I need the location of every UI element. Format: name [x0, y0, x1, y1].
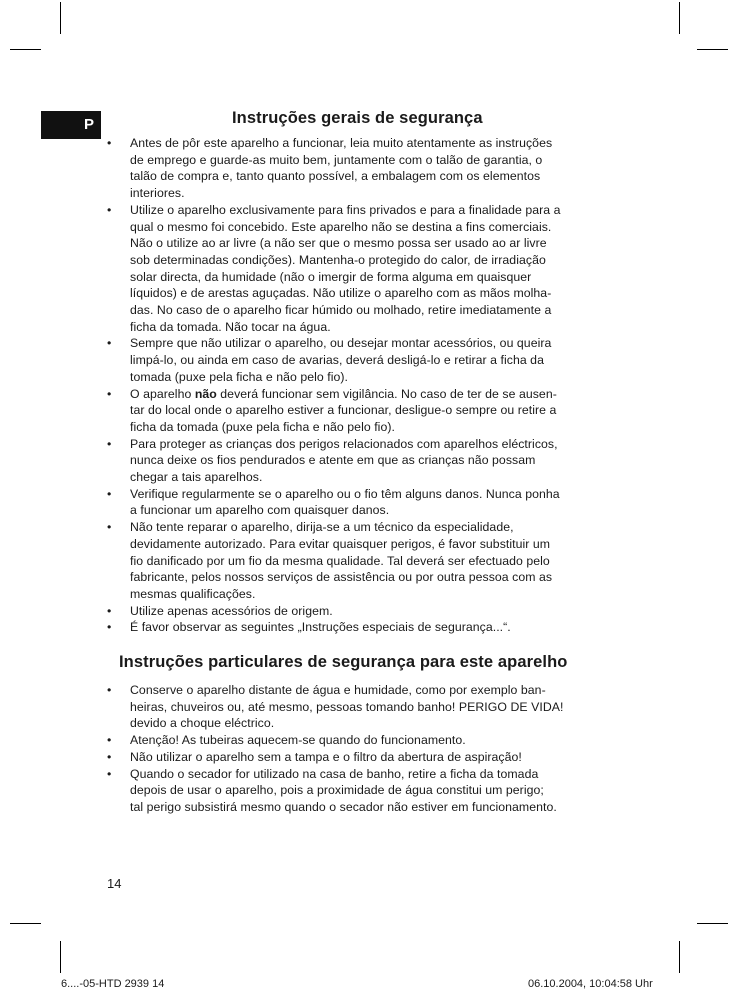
list-item-line: O aparelho não deverá funcionar sem vigilância. No caso de ter de se ausen-	[130, 386, 557, 401]
list-item-line: heiras, chuveiros ou, até mesmo, pessoas tomando banho! PERIGO DE VIDA!	[130, 699, 564, 714]
bullet-icon: •	[107, 202, 112, 217]
list-item-line: talão de compra e, tanto quanto possível, a embalagem com os elementos	[130, 169, 541, 184]
list-item-line: tal perigo subsistirá mesmo quando o secador não estiver em funcionamento.	[130, 799, 557, 814]
list-item-line: ficha da tomada (puxe pela ficha e não pelo fio).	[130, 419, 395, 434]
list-item-line: Quando o secador for utilizado na casa de banho, retire a ficha da tomada	[130, 766, 539, 781]
crop-mark	[60, 2, 61, 34]
list-item-line: Não tente reparar o aparelho, dirija-se a um técnico da especialidade,	[130, 520, 514, 535]
crop-mark	[697, 923, 728, 924]
bullet-icon: •	[107, 436, 112, 451]
list-item-line: líquidos) e de arestas aguçadas. Não utilize o aparelho com as mãos molha-	[130, 286, 552, 301]
bullet-icon: •	[107, 386, 112, 401]
list-item	[0, 766, 739, 816]
list-item-line: limpá-lo, ou ainda em caso de avarias, deverá desligá-lo e retirar a ficha da	[130, 353, 544, 368]
list-item-line: chegar a tais aparelhos.	[130, 470, 263, 485]
list-item-line: ficha da tomada. Não tocar na água.	[130, 319, 331, 334]
list-item	[0, 436, 739, 486]
bullet-icon: •	[107, 766, 112, 781]
list-item-line: Para proteger as crianças dos perigos relacionados com aparelhos eléctricos,	[130, 436, 558, 451]
list-item-line: das. No caso de o aparelho ficar húmido ou molhado, retire imediatamente a	[130, 303, 552, 318]
list-item-line: sob determinadas condições). Mantenha-o protegido do calor, de irradiação	[130, 252, 546, 267]
list-item-line: mesmas qualificações.	[130, 586, 256, 601]
list-item-line: Antes de pôr este aparelho a funcionar, leia muito atentamente as instruções	[130, 136, 553, 150]
bullet-icon: •	[107, 603, 112, 618]
list-item-line: Utilize apenas acessórios de origem.	[130, 603, 333, 618]
list-item	[0, 386, 739, 436]
language-tab: P	[41, 111, 101, 139]
list-item	[0, 732, 739, 749]
footer-file-info: 6....-05-HTD 2939 14	[61, 978, 165, 990]
list-item	[0, 603, 739, 620]
list-item-line: interiores.	[130, 186, 185, 201]
specific-safety-list	[0, 682, 739, 816]
list-item-line: tomada (puxe pela ficha e não pelo fio).	[130, 369, 349, 384]
list-item-line: Verifique regularmente se o aparelho ou o fio têm alguns danos. Nunca ponha	[130, 486, 560, 501]
list-item-line: a funcionar um aparelho com quaisquer danos.	[130, 503, 390, 518]
bullet-icon: •	[107, 486, 112, 501]
list-item-line: Não o utilize ao ar livre (a não ser que o mesmo possa ser usado ao ar livre	[130, 236, 547, 251]
crop-mark	[10, 49, 41, 50]
list-item-line: Atenção! As tubeiras aquecem-se quando do funcionamento.	[130, 733, 466, 748]
bullet-icon: •	[107, 136, 112, 150]
page-number: 14	[107, 876, 122, 891]
list-item	[0, 749, 739, 766]
list-item	[0, 486, 739, 519]
list-item-line: fio danificado por um fio da mesma qualidade. Tal deverá ser efectuado pelo	[130, 553, 550, 568]
list-item-line: Sempre que não utilizar o aparelho, ou desejar montar acessórios, ou queira	[130, 336, 552, 351]
list-item	[0, 202, 739, 336]
list-item	[0, 335, 739, 385]
crop-mark	[10, 923, 41, 924]
bullet-icon: •	[107, 620, 112, 635]
section-heading-specific-safety: Instruções particulares de segurança para este aparelho	[119, 653, 568, 671]
list-item-line: solar directa, da humidade (não o imergir de forma alguma em quaisquer	[130, 269, 532, 284]
section-heading-general-safety: Instruções gerais de segurança	[232, 109, 483, 127]
crop-mark	[697, 49, 728, 50]
list-item	[0, 619, 739, 636]
list-item-line: Conserve o aparelho distante de água e humidade, como por exemplo ban-	[130, 683, 546, 697]
list-item	[0, 135, 739, 202]
crop-mark	[60, 941, 61, 973]
list-item	[0, 682, 739, 732]
bullet-icon: •	[107, 520, 112, 535]
list-item-line: de emprego e guarde-as muito bem, juntamente com o talão de garantia, o	[130, 152, 543, 167]
list-item-line: Não utilizar o aparelho sem a tampa e o filtro da abertura de aspiração!	[130, 749, 522, 764]
list-item-line: tar do local onde o aparelho estiver a funcionar, desligue-o sempre ou retire a	[130, 403, 557, 418]
list-item-line: É favor observar as seguintes „Instruções especiais de segurança...“.	[130, 620, 511, 635]
crop-mark	[679, 2, 680, 34]
list-item-line: depois de usar o aparelho, pois a proximidade de água constitui um perigo;	[130, 783, 544, 798]
list-item-line: qual o mesmo foi concebido. Este aparelho não se destina a fins comerciais.	[130, 219, 552, 234]
list-item-line: devido a choque eléctrico.	[130, 716, 275, 731]
emphasis-text: não	[194, 386, 217, 401]
list-item-line: devidamente autorizado. Para evitar quaisquer perigos, é favor substituir um	[130, 536, 551, 551]
list-item	[0, 519, 739, 603]
bullet-icon: •	[107, 733, 112, 748]
bullet-icon: •	[107, 683, 112, 697]
crop-mark	[679, 941, 680, 973]
footer-timestamp: 06.10.2004, 10:04:58 Uhr	[528, 978, 653, 990]
list-item-line: nunca deixe os fios pendurados e atente em que as crianças não possam	[130, 453, 536, 468]
bullet-icon: •	[107, 749, 112, 764]
list-item-line: Utilize o aparelho exclusivamente para fins privados e para a finalidade para a	[130, 202, 561, 217]
bullet-icon: •	[107, 336, 112, 351]
list-item-line: fabricante, pelos nossos serviços de assistência ou por outra pessoa com as	[130, 570, 553, 585]
general-safety-list	[0, 135, 739, 636]
